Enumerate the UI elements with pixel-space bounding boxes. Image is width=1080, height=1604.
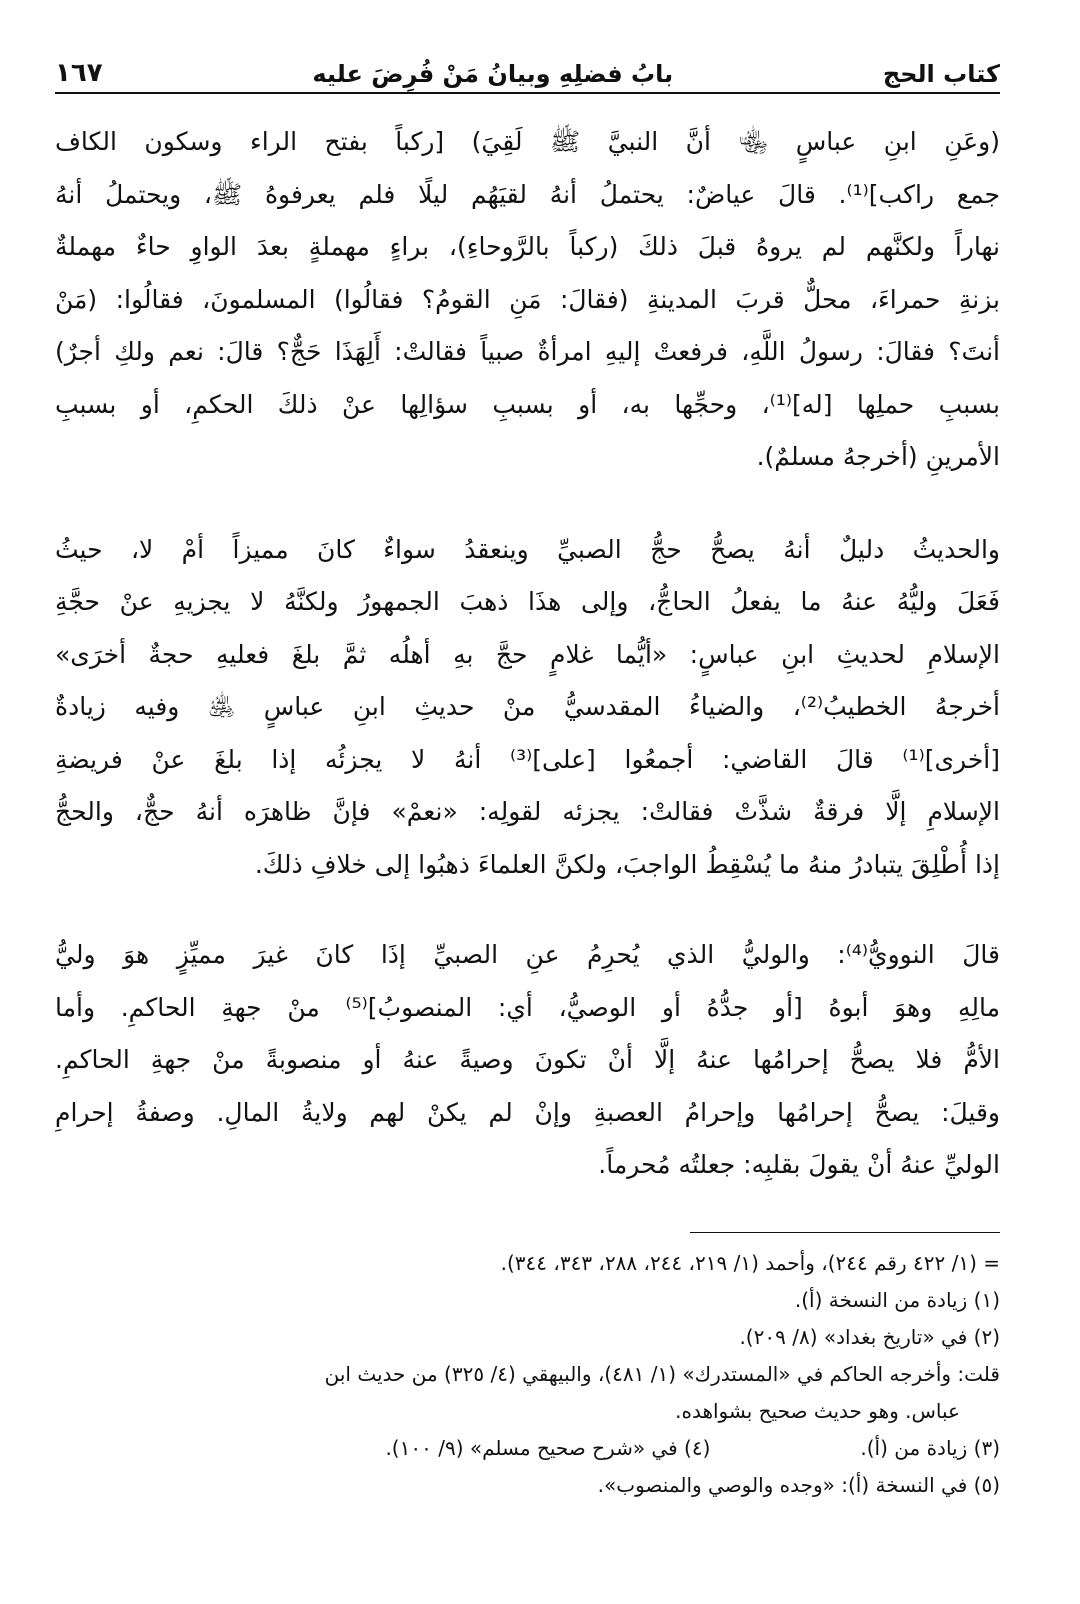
footnote-divider [690, 1232, 1000, 1233]
paragraph-hadith [55, 116, 1000, 484]
text-line: الإسلامِ لحديثِ ابنِ عباسٍ: «أيُّما غلامٍ حجَّ بهِ أهلُه ثمَّ بلغَ فعليهِ حجةٌ أخرَى» [55, 639, 1000, 669]
footnote-5: (٥) في النسخة (أ): «وجده والوصي والمنصوب». [597, 1472, 1000, 1497]
text-line: أنتَ؟ فقالَ: رسولُ اللَّهِ، فرفعتْ إليهِ امرأةٌ صبياً فقالتْ: أَلِهَذَا حَجٌّ؟ قالَ: نعم ولكِ أجرٌ) [55, 337, 1000, 366]
footnote-2-note: قلت: وأخرجه الحاكم في «المستدرك» (١/ ٤٨١)، والبيهقي (٤/ ٣٢٥) من حديث ابن [324, 1361, 1000, 1386]
text-line: فَعَلَ وليُّهُ عنهُ ما يفعلُ الحاجُّ، وإلى هذَا ذهبَ الجمهورُ ولكنَّهُ لا يجزيهِ عنْ حجَّةِ [55, 587, 1000, 616]
text-line: مالِهِ وهوَ أبوهُ [أو جدُّهُ أو الوصيُّ، أي: المنصوبُ]⁽⁵⁾ منْ جهةِ الحاكمِ. وأما [55, 992, 1000, 1022]
paragraph-commentary [55, 524, 1000, 892]
text-line: والحديثُ دليلٌ أنهُ يصحُّ حجُّ الصبيِّ وينعقدُ سواءٌ كانَ مميزاً أمْ لا، حيثُ [55, 534, 1000, 564]
footnote-row [55, 1430, 1000, 1467]
footnote-4: (٤) في «شرح صحيح مسلم» (٩/ ١٠٠). [385, 1435, 711, 1460]
footnote-continuation: = (١/ ٤٢٢ رقم ٢٤٤)، وأحمد (١/ ٢١٩، ٢٤٤، ٢٨٨، ٣٤٣، ٣٤٤). [500, 1250, 1000, 1275]
page-header [55, 40, 1000, 94]
text-line: جمع راكب]⁽¹⁾. قالَ عياضٌ: يحتملُ أنهُ لقيَهُم ليلًا فلم يعرفوهُ ﷺ، ويحتملُ أنهُ [55, 179, 1000, 209]
text-line: إذا أُطْلِقَ يتبادرُ منهُ ما يُسْقِطُ الواجبَ، ولكنَّ العلماءَ ذهبُوا إلى خلافِ ذلكَ. [254, 849, 1000, 879]
footnote-1: (١) زيادة من النسخة (أ). [794, 1287, 1000, 1312]
footnote-2: (٢) في «تاريخ بغداد» (٨/ ٢٠٩). [739, 1324, 1000, 1349]
text-line: وقيلَ: يصحُّ إحرامُها وإحرامُ العصبةِ وإنْ لم يكنْ لهم ولايةُ المالِ. وصفةُ إحرامِ [55, 1097, 1000, 1127]
chapter-title: بابُ فضلِهِ وبيانُ مَنْ فُرِضَ عليه [312, 60, 674, 88]
footnote-2-note: عباس. وهو حديث صحيح بشواهده. [675, 1398, 960, 1423]
text-line: نهاراً ولكنَّهم لم يروهُ قبلَ ذلكَ (ركباً بالرَّوحاءِ)، براءٍ مهملةٍ بعدَ الواوِ حاءٌ مهملةٌ [55, 232, 1000, 261]
text-line: بسببِ حملِها [له]⁽¹⁾، وحجِّها به، أو بسببِ سؤالِها عنْ ذلكَ الحكمِ، أو بسببِ [55, 389, 1000, 419]
book-title: كتاب الحج [882, 60, 1000, 88]
footnote-3: (٣) زيادة من (أ). [860, 1435, 1000, 1460]
paragraph-nawawi [55, 929, 1000, 1192]
footnotes [55, 1245, 1000, 1504]
text-line: [أخرى]⁽¹⁾ قالَ القاضي: أجمعُوا [على]⁽³⁾ أنهُ لا يجزئُه إذا بلغَ عنْ فريضةِ [55, 744, 1000, 774]
text-line: الإسلامِ إلَّا فرقةٌ شذَّتْ فقالتْ: يجزئه لقولِه: «نعمْ» فإنَّ ظاهرَه أنهُ حجٌّ، والحجُّ [55, 797, 1000, 826]
text-line: قالَ النوويُّ⁽⁴⁾: والوليُّ الذي يُحرِمُ عنِ الصبيِّ إذَا كانَ غيرَ مميِّزٍ هوَ وليُّ [55, 940, 1000, 969]
text-line: الأمُّ فلا يصحُّ إحرامُها عنهُ إلَّا أنْ تكونَ وصيةً عنهُ أو منصوبةً منْ جهةِ الحاكمِ. [55, 1045, 1000, 1074]
book-page [55, 40, 1000, 1504]
text-line: الأمرينِ (أخرجهُ مسلمٌ). [756, 442, 1000, 471]
text-line: (وعَنِ ابنِ عباسٍ ﵄ أنَّ النبيَّ ﷺ لَقِيَ) [ركباً بفتح الراء وسكون الكاف [55, 127, 1000, 156]
text-line: أخرجهُ الخطيبُ⁽²⁾، والضياءُ المقدسيُّ منْ حديثِ ابنِ عباسٍ ﵁ وفيه زيادةٌ [55, 692, 1000, 721]
text-line: بزنةِ حمراءَ، محلٌّ قربَ المدينةِ (فقالَ: مَنِ القومُ؟ فقالُوا) المسلمونَ، فقالُوا: (مَنْ [55, 284, 1000, 314]
text-line: الوليِّ عنهُ أنْ يقولَ بقلبِه: جعلتُه مُحرماً. [598, 1150, 1000, 1179]
page-number: ١٦٧ [55, 58, 103, 88]
